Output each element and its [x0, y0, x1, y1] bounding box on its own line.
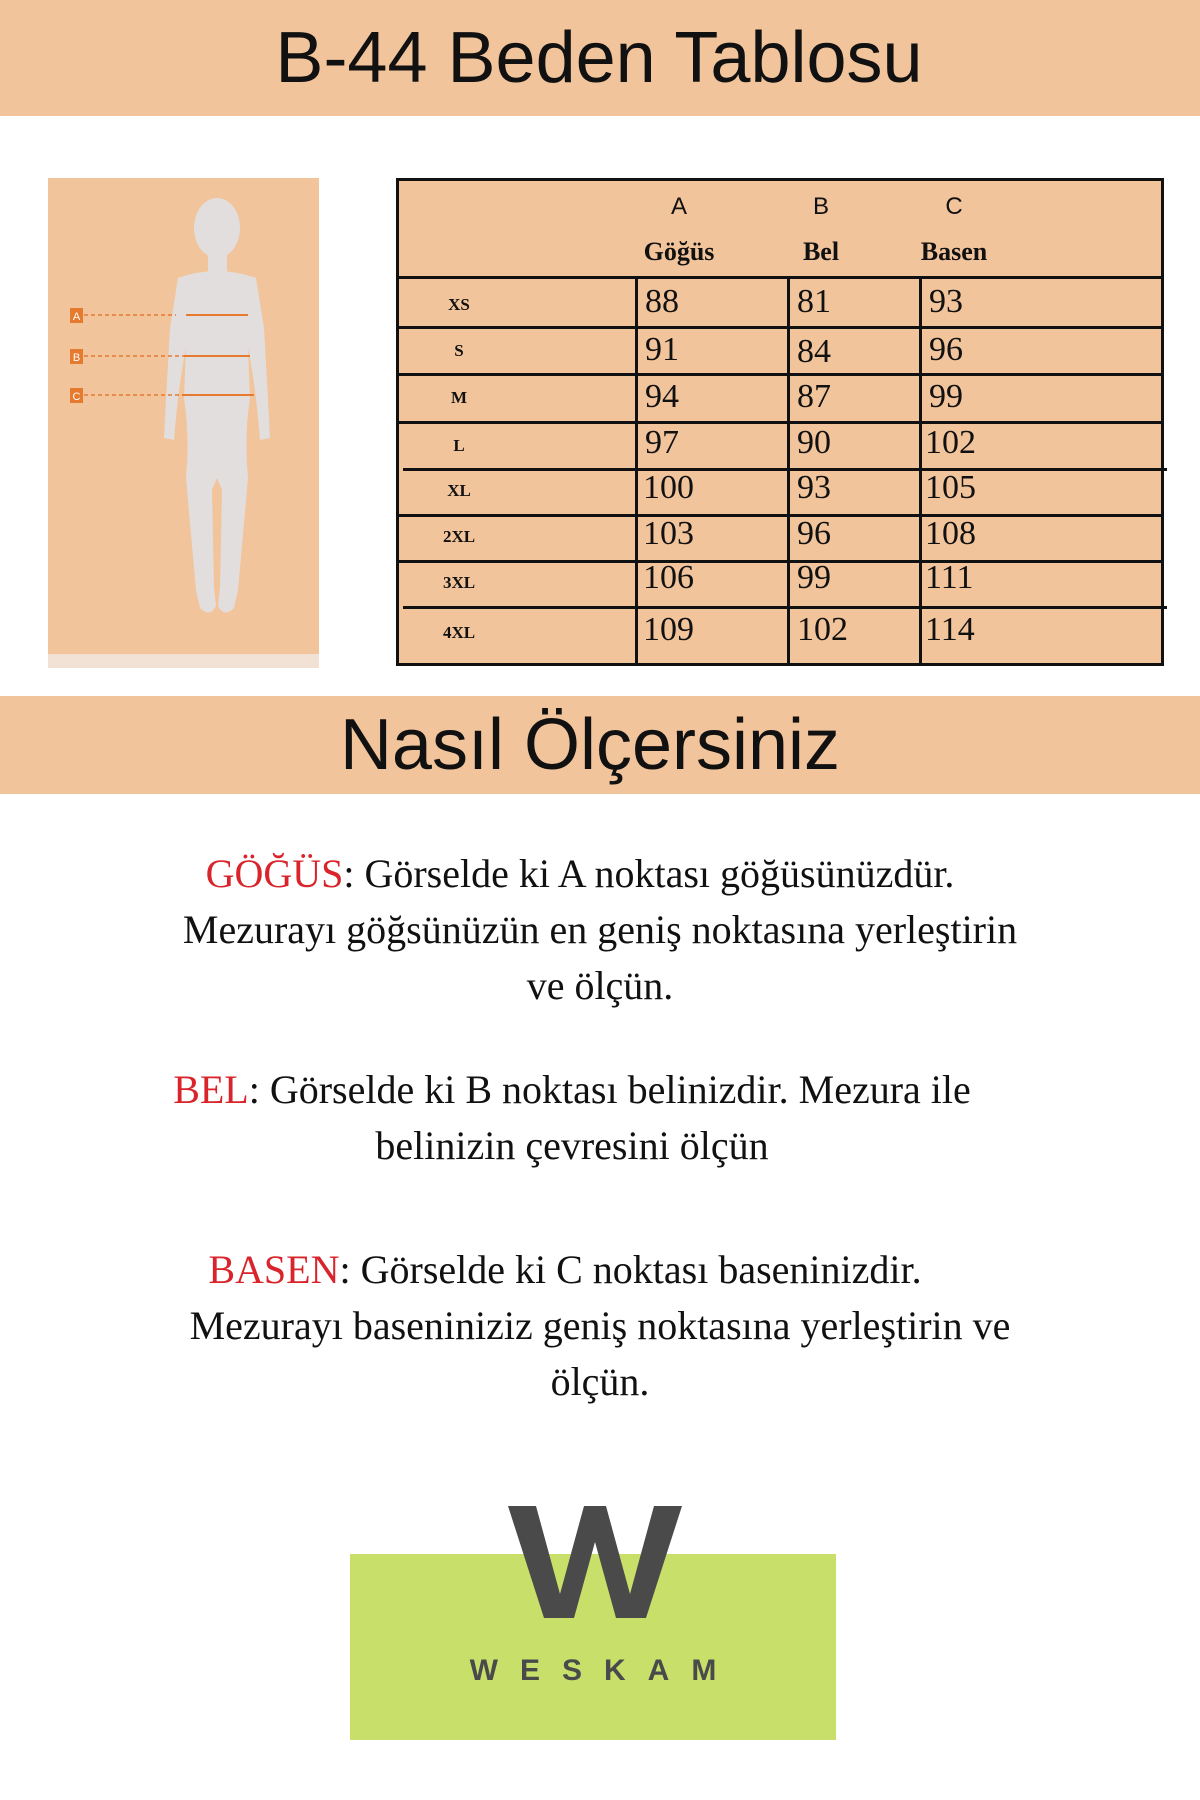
size-label: S: [454, 341, 464, 360]
gogus-value: 106: [643, 559, 694, 596]
instruction-line: : Görselde ki C noktası baseninizdir.: [339, 1247, 922, 1292]
instruction-basen: [50, 1242, 1150, 1410]
marker-a: A: [72, 311, 81, 323]
body-silhouette-illustration: [48, 178, 319, 654]
instruction-line: Mezurayı göğsünüzün en geniş noktasına yerleştirin: [182, 907, 1018, 952]
how-to-measure-banner: [0, 696, 1200, 794]
instruction-line: ölçün.: [550, 1359, 650, 1404]
basen-value: 108: [925, 515, 976, 552]
table-row: [399, 376, 1161, 421]
size-table: [396, 178, 1164, 666]
table-row: [399, 517, 1161, 560]
table-row: [399, 424, 1161, 468]
column-header-bel: Bel: [802, 237, 840, 266]
bel-value: 87: [797, 378, 831, 415]
size-label: L: [453, 436, 465, 455]
instruction-line: : Görselde ki B noktası belinizdir. Mezura ile: [248, 1067, 971, 1112]
instruction-key: BASEN: [208, 1247, 340, 1292]
instruction-line: belinizin çevresini ölçün: [375, 1123, 769, 1168]
table-row: [399, 559, 1161, 606]
marker-b: B: [72, 352, 81, 364]
bel-value: 93: [797, 469, 831, 506]
basen-value: 105: [925, 469, 976, 506]
instruction-line: Mezurayı baseniniziz geniş noktasına yerleştirin ve: [189, 1303, 1011, 1348]
instruction-line: : Görselde ki A noktası göğüsünüzdür.: [343, 851, 955, 896]
gogus-value: 97: [645, 424, 679, 461]
basen-value: 93: [929, 283, 963, 320]
bel-value: 102: [797, 611, 848, 648]
size-label: 2XL: [442, 527, 476, 546]
table-row: [399, 279, 1161, 326]
basen-value: 114: [925, 611, 975, 648]
gogus-value: 91: [645, 331, 679, 368]
gogus-value: 103: [643, 515, 694, 552]
instruction-gogus: [50, 846, 1150, 1014]
marker-c: C: [72, 391, 81, 403]
basen-value: 102: [925, 424, 976, 461]
gogus-value: 94: [645, 378, 679, 415]
table-row: [399, 609, 1161, 663]
gogus-value: 88: [645, 283, 679, 320]
bel-value: 90: [797, 424, 831, 461]
column-letter-c: C: [945, 193, 963, 220]
how-to-measure-title: Nasıl Ölçersiniz: [339, 705, 841, 785]
basen-value: 99: [929, 378, 963, 415]
table-row: [399, 329, 1161, 373]
basen-value: 96: [929, 331, 963, 368]
size-label: M: [450, 388, 468, 407]
size-label: 4XL: [442, 623, 476, 642]
size-label: XL: [447, 481, 471, 500]
column-header-basen: Basen: [920, 237, 988, 266]
gogus-value: 100: [643, 469, 694, 506]
size-label: 3XL: [442, 573, 476, 592]
body-figure-panel: [48, 178, 319, 668]
column-letter-a: A: [670, 193, 687, 220]
basen-value: 111: [925, 559, 974, 596]
brand-logo-mark: [508, 1502, 682, 1622]
bel-value: 99: [797, 559, 831, 596]
column-header-gogus: Göğüs: [643, 237, 715, 266]
instruction-key: GÖĞÜS: [205, 851, 344, 896]
bel-value: 84: [797, 333, 831, 370]
gogus-value: 109: [643, 611, 694, 648]
size-label: XS: [448, 295, 470, 314]
bel-value: 81: [797, 283, 831, 320]
instruction-line: ve ölçün.: [526, 963, 674, 1008]
page-title: B-44 Beden Tablosu: [275, 18, 923, 98]
column-letter-b: B: [812, 193, 829, 220]
instruction-key: BEL: [173, 1067, 249, 1112]
table-row: [399, 471, 1161, 514]
bel-value: 96: [797, 515, 831, 552]
instruction-bel: [50, 1062, 1150, 1174]
brand-name: WESKAM: [469, 1654, 739, 1687]
title-banner: [0, 0, 1200, 116]
